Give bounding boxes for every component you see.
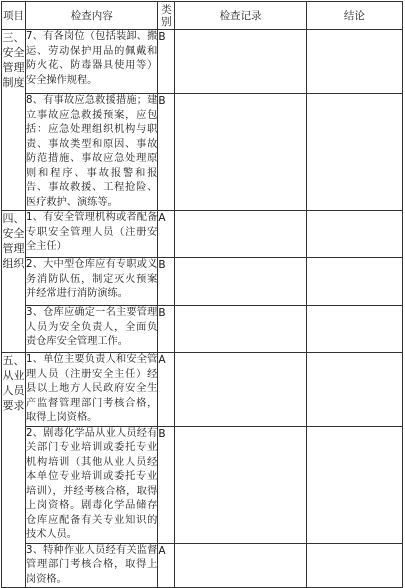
row-content: 1、有安全管理机构或者配备专职安全管理人员（注册安全主任）	[26, 211, 158, 258]
header-row	[2, 2, 403, 30]
table-row	[2, 94, 403, 211]
header-conclusion: 结论	[306, 2, 402, 30]
row-category: B	[158, 306, 175, 353]
row-conclusion-cell	[306, 30, 402, 94]
row-conclusion-cell	[306, 258, 402, 306]
row-conclusion-cell	[306, 94, 402, 211]
section-label-safety-org: 四、安全管理组织	[2, 211, 26, 353]
table-header	[2, 2, 403, 30]
section-label-safety-rules: 三、安全管理制度	[2, 30, 26, 211]
row-category: A	[158, 543, 175, 588]
row-content: 3、特种作业人员经有关监督管理部门考核合格，取得上岗资格。	[26, 543, 158, 588]
table-row	[2, 211, 403, 258]
row-category: A	[158, 353, 175, 427]
table-row	[2, 306, 403, 353]
row-record-cell	[175, 543, 306, 588]
row-content: 3、仓库应确定一名主要管理人员为安全负责人，全面负责仓库安全管理工作。	[26, 306, 158, 353]
table-row	[2, 426, 403, 543]
table-row	[2, 353, 403, 427]
row-conclusion-cell	[306, 426, 402, 543]
row-content: 7、有各岗位（包括装卸、搬运、劳动保护用品的佩戴和防火花、防毒器具使用等）安全操作规程。	[26, 30, 158, 94]
header-category: 类别	[158, 2, 175, 30]
row-conclusion-cell	[306, 543, 402, 588]
row-record-cell	[175, 30, 306, 94]
row-conclusion-cell	[306, 353, 402, 427]
table-body	[2, 30, 403, 588]
table-row	[2, 258, 403, 306]
header-item: 项目	[2, 2, 26, 30]
header-content: 检查内容	[26, 2, 158, 30]
row-category: A	[158, 211, 175, 258]
section-label-staff-req: 五、从业人员要求	[2, 353, 26, 588]
row-content: 2、大中型仓库应有专职或义务消防队伍，制定灭火预案并经常进行消防演练。	[26, 258, 158, 306]
row-record-cell	[175, 353, 306, 427]
inspection-table	[1, 1, 403, 588]
row-category: B	[158, 94, 175, 211]
header-record: 检查记录	[175, 2, 306, 30]
row-record-cell	[175, 94, 306, 211]
table-row	[2, 30, 403, 94]
row-category: B	[158, 426, 175, 543]
row-conclusion-cell	[306, 306, 402, 353]
row-record-cell	[175, 426, 306, 543]
row-content: 1、单位主要负责人和安全管理人员（注册安全主任）经县以上地方人民政府安全生产监督管理部门考核合格，取得上岗资格。	[26, 353, 158, 427]
table-row	[2, 543, 403, 588]
row-content: 2、剧毒化学品从业人员经有关部门专业培训或委托专业机构培训（其他从业人员经本单位专业培训或委托专业培训），并经考核合格，取得上岗资格。剧毒化学品储存仓库应配备有关专业知识的技术人员。	[26, 426, 158, 543]
row-category: B	[158, 258, 175, 306]
row-conclusion-cell	[306, 211, 402, 258]
row-content: 8、有事故应急救援措施；建立事故应急救援预案，应包括：应急处理组织机构与职责、事故类型和原因、事故防范措施、事故应急处理原则和程序、事故报警和报告、事故救援、工程抢险、医疗救护、演练等。	[26, 94, 158, 211]
row-record-cell	[175, 211, 306, 258]
row-record-cell	[175, 306, 306, 353]
row-category: B	[158, 30, 175, 94]
row-record-cell	[175, 258, 306, 306]
